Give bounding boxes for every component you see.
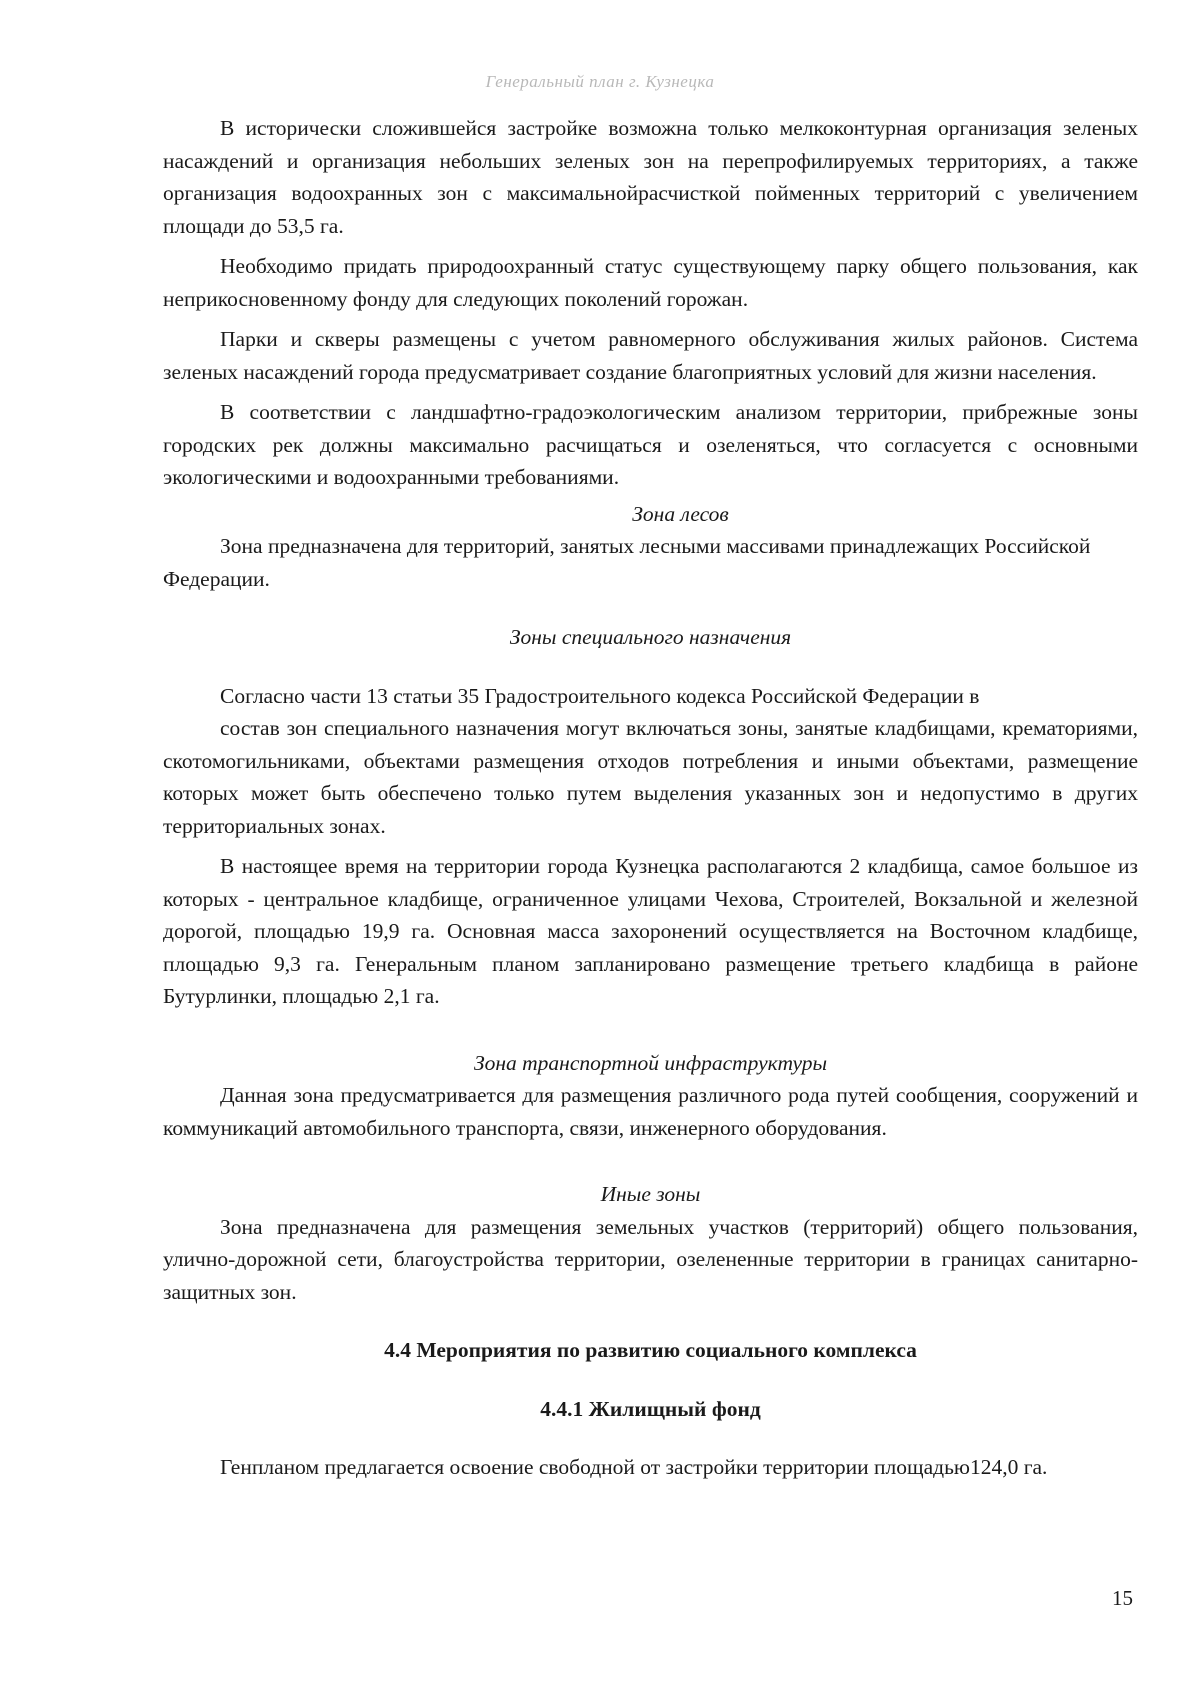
paragraph-other-zones: Зона предназначена для размещения земельных участков (территорий) общего пользования, улично-дорожной сети, благоустройства территории, озелененные территории в границах санитарно-защитных зон. <box>163 1214 1138 1304</box>
paragraph-special-zones-intro: Согласно части 13 статьи 35 Градостроительного кодекса Российской Федерации в <box>220 683 980 708</box>
subheading-other-zones: Иные зоны <box>600 1182 701 1206</box>
paragraph-housing-fund: Генпланом предлагается освоение свободной от застройки территории площадью124,0 га. <box>220 1455 1048 1479</box>
paragraph-cemeteries: В настоящее время на территории города Кузнецка располагаются 2 кладбища, самое большое из которых - центральное кладбище, ограниченное улицами Чехова, Строителей, Вокзальной и железной дорогой, площадью 19,9 га. Основная масса захоронений осуществляется на Восточном кладбище, площадью 9,3 га. Генеральным планом запланировано размещение третьего кладбища в районе Бутурлинки, площадью 2,1 га. <box>163 854 1138 1008</box>
paragraph-parks-squares: Парки и скверы размещены с учетом равномерного обслуживания жилых районов. Система зеленых насаждений города предусматривает создание благоприятных условий для жизни населения. <box>163 327 1138 384</box>
subheading-special-zones: Зоны специального назначения <box>509 625 792 649</box>
document-body <box>163 112 1138 1484</box>
paragraph-riverside-zones: В соответствии с ландшафтно-градоэкологическим анализом территории, прибрежные зоны городских рек должны максимально расчищаться и озеленяться, что согласуется с основными экологическими и водоохранными требованиями. <box>163 400 1138 489</box>
paragraph-green-zones: В исторически сложившейся застройке возможна только мелкоконтурная организация зеленых насаждений и организация небольших зеленых зон на перепрофилируемых территориях, а также организация водоохранных зон с максимальнойрасчисткой пойменных территорий с увеличением площади до 53,5 га. <box>163 116 1138 238</box>
section-heading: 4.4 Мероприятия по развитию социального комплекса <box>384 1338 917 1362</box>
running-header: Генеральный план г. Кузнецка <box>485 72 715 91</box>
subheading-transport-zone: Зона транспортной инфраструктуры <box>473 1050 828 1075</box>
subsection-heading: 4.4.1 Жилищный фонд <box>540 1396 761 1421</box>
page-number: 15 <box>1112 1586 1133 1610</box>
paragraph-park-status: Необходимо придать природоохранный статус существующему парку общего пользования, как неприкосновенному фонду для следующих поколений горожан. <box>163 254 1138 311</box>
subheading-forest-zone: Зона лесов <box>632 501 729 526</box>
paragraph-special-zones: состав зон специального назначения могут включаться зоны, занятые кладбищами, крематориями, скотомогильниками, объектами размещения отходов потребления и иными объектами, размещение которых может быть обеспечено только путем выделения указанных зон и недопустимо в других территориальных зонах. <box>163 716 1138 838</box>
paragraph-transport-zone: Данная зона предусматривается для размещения различного рода путей сообщения, сооружений и коммуникаций автомобильного транспорта, связи, инженерного оборудования. <box>163 1083 1138 1140</box>
paragraph-forest-zone: Зона предназначена для территорий, занятых лесными массивами принадлежащих Российской Федерации. <box>163 534 1091 591</box>
